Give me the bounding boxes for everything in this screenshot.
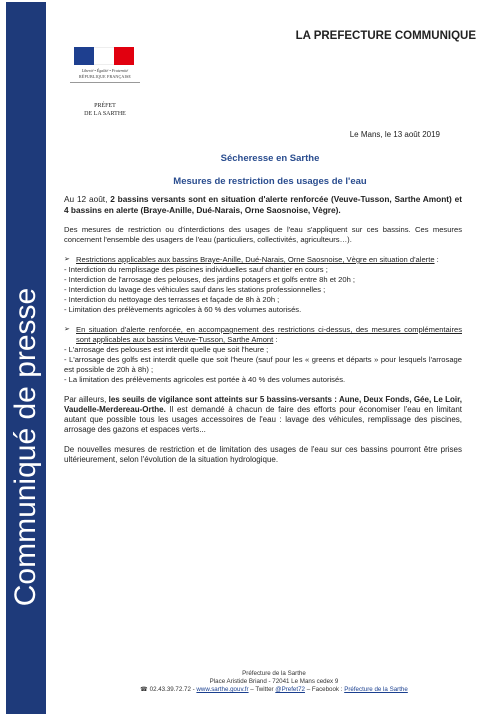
footer <box>64 670 484 694</box>
header-communique: LA PREFECTURE COMMUNIQUE <box>295 30 476 42</box>
logo-prefet-line2: DE LA SARTHE <box>84 111 126 117</box>
footer-line2: Place Aristide Briand - 72041 Le Mans cedex 9 <box>209 678 339 685</box>
website-link[interactable]: www.sarthe.gouv.fr <box>196 686 249 693</box>
list-item: - L'arrosage des golfs est interdit quelle que soit l'heure (sauf pour les « greens et départs » pour lesquels l'arrosage est possible de 20h à 8h) ; <box>64 355 462 374</box>
facebook-link[interactable]: Préfecture de la Sarthe <box>344 686 408 693</box>
intro-lead: Au 12 août, <box>64 194 111 204</box>
section-1-heading-text: Restrictions applicables aux bassins Braye-Anille, Dué-Narais, Orne Saosnoise, Vègre en situation d'alerte : <box>76 255 439 264</box>
list-item: - Interdiction du nettoyage des terrasses et façade de 8h à 20h ; <box>64 295 280 304</box>
section-1-heading <box>64 255 462 265</box>
list-item: - Limitation des prélèvements agricoles à 60 % des volumes autorisés. <box>64 305 302 314</box>
paragraph-1: Des mesures de restriction ou d'interdictions des usages de l'eau s'appliquent sur ces bassins. Ces mesures concernent l'ensemble des usagers de l'eau (particuliers, collectivités, agriculteurs…). <box>64 225 462 244</box>
footer-phone: 02.43.39.72.72 - <box>149 686 197 693</box>
document-subtitle: Mesures de restriction des usages de l'eau <box>173 176 367 187</box>
flag-icon <box>74 47 134 65</box>
prefecture-logo <box>64 47 146 137</box>
logo-motto: Liberté • Égalité • Fraternité <box>81 68 129 73</box>
document-title: Sécheresse en Sarthe <box>220 153 320 164</box>
section-2-heading <box>64 325 462 345</box>
logo-republique: RÉPUBLIQUE FRANÇAISE <box>78 74 132 79</box>
paragraph-2: Par ailleurs, les seuils de vigilance sont atteints sur 5 bassins-versants : Aune, Deux Fonds, Gée, Le Loir, Vaudelle-Merdereau-Orthe. Il est demandé à chacun de faire des efforts pour économiser l'eau en limitant autant que possible tous les usages accessoires de l'eau : lavage des véhicules, remplissage des piscines, arrosage des gazons et espaces verts... <box>64 395 462 434</box>
section-2-heading-text: En situation d'alerte renforcée, en accompagnement des restrictions ci-dessus, des mesures complémentaires sont applicables aux bassins Veuve-Tusson, Sarthe Amont : <box>76 325 462 344</box>
intro-paragraph <box>64 194 462 215</box>
section-1-list <box>64 265 462 315</box>
list-item: - L'arrosage des pelouses est interdit quelle que soit l'heure ; <box>64 345 269 354</box>
twitter-link[interactable]: @Prefet72 <box>275 686 305 693</box>
arrow-right-icon: ➢ <box>64 256 70 263</box>
list-item: - Interdiction du remplissage des piscines individuelles sauf chantier en cours ; <box>64 265 328 274</box>
sidebar-band <box>6 2 46 714</box>
logo-prefet <box>64 102 146 118</box>
list-item: - La limitation des prélèvements agricoles est portée à 40 % des volumes autorisés. <box>64 375 346 384</box>
document-body <box>64 194 462 475</box>
section-2-list <box>64 345 462 385</box>
logo-divider <box>70 82 140 83</box>
sidebar-title: Communiqué de presse <box>9 287 42 607</box>
intro-bold: 2 bassins versants sont en situation d'alerte renforcée (Veuve-Tusson, Sarthe Amont) et 4 bassins en alerte (Braye-Anille, Dué-Narais, Orne Saosnoise, Vègre). <box>64 194 462 215</box>
logo-prefet-line1: PRÉFET <box>94 103 116 109</box>
phone-icon: ☎ <box>140 686 148 693</box>
footer-line1: Préfecture de la Sarthe <box>242 670 306 677</box>
paragraph-3: De nouvelles mesures de restriction et de limitation des usages de l'eau sur ces bassins pourront être prises ultérieurement, selon l'évolution de la situation hydrologique. <box>64 445 462 464</box>
arrow-right-icon: ➢ <box>64 326 70 333</box>
footer-contact: ☎ 02.43.39.72.72 - www.sarthe.gouv.fr – Twitter @Prefet72 – Facebook : Préfecture de la Sarthe <box>140 686 408 693</box>
list-item: - Interdiction de l'arrosage des pelouses, des jardins potagers et golfs entre 8h et 20h ; <box>64 275 356 284</box>
document-date: Le Mans, le 13 août 2019 <box>349 130 440 139</box>
list-item: - Interdiction du lavage des véhicules sauf dans les stations professionnelles ; <box>64 285 326 294</box>
